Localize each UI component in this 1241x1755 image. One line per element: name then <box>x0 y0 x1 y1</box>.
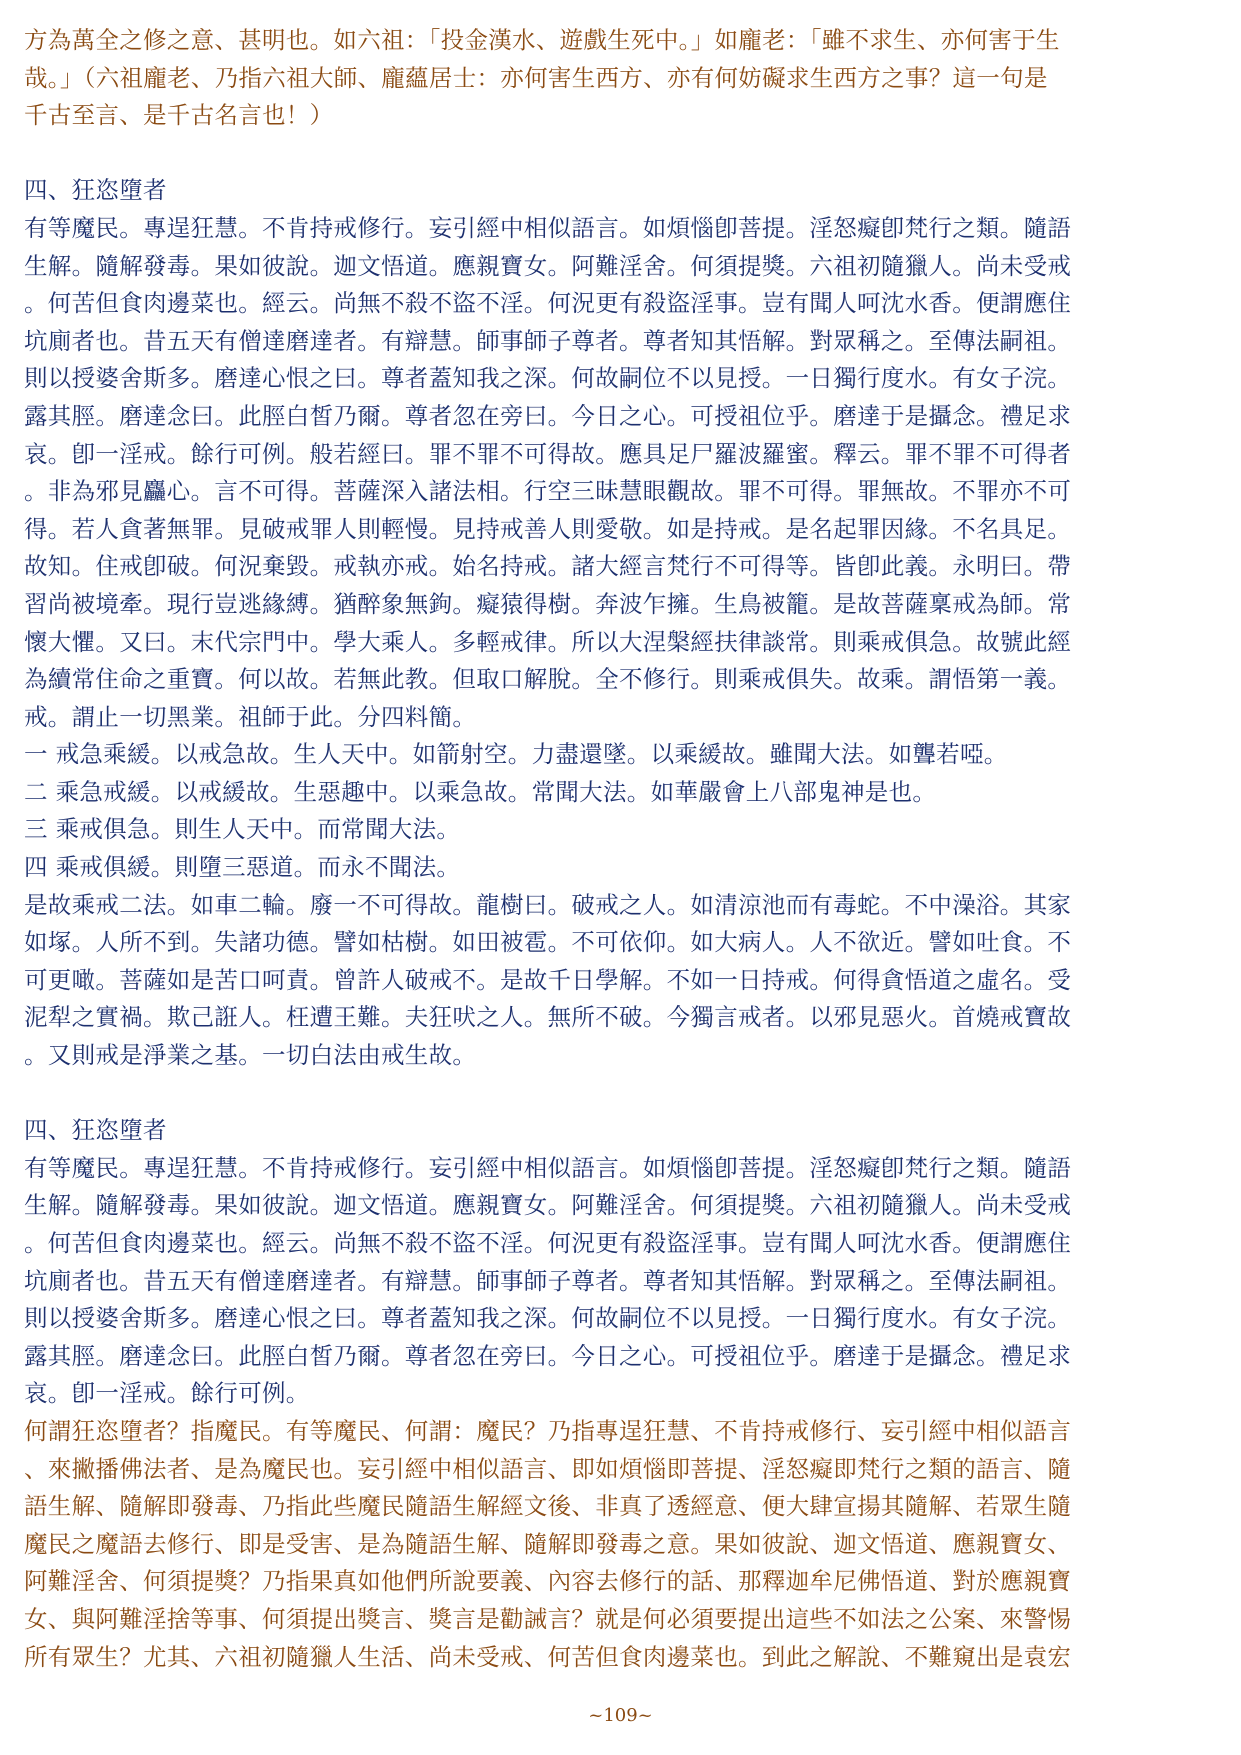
document-page <box>24 22 1219 1676</box>
spacer <box>24 1075 1219 1113</box>
section-2 <box>24 1112 1219 1676</box>
four-cases-list <box>24 736 1219 886</box>
text-line: 語生解、隨解即發毒、乃指此些魔民隨語生解經文後、非真了透經意、便大肆宣揚其隨解、若眾生隨 <box>24 1492 1072 1521</box>
text-line: 故知。住戒卽破。何況棄毀。戒執亦戒。始名持戒。諸大經言梵行不可得等。皆卽此義。永明曰。帶 <box>24 552 1072 581</box>
section-body <box>24 1150 1219 1413</box>
spacer <box>24 135 1219 173</box>
text-line: 則以授婆舍斯多。磨達心恨之曰。尊者蓋知我之深。何故嗣位不以見授。一日獨行度水。有女子浣。 <box>24 1304 1072 1333</box>
text-line: 露其脛。磨達念曰。此脛白皙乃爾。尊者忽在旁曰。今日之心。可授祖位乎。磨達于是攝念。禮足求 <box>24 401 1072 430</box>
text-line: 。何苦但食肉邊菜也。經云。尚無不殺不盜不淫。何況更有殺盜淫事。豈有聞人呵沈水香。便謂應住 <box>24 1229 1072 1257</box>
text-line: 露其脛。磨達念曰。此脛白皙乃爾。尊者忽在旁曰。今日之心。可授祖位乎。磨達于是攝念。禮足求 <box>24 1341 1072 1370</box>
text-line: 如塚。人所不到。失諸功德。譬如枯樹。如田被雹。不可依仰。如大病人。人不欲近。譬如吐食。不 <box>24 928 1072 957</box>
text-line: 哀。卽一淫戒。餘行可例。般若經曰。罪不罪不可得故。應具足尸羅波羅蜜。釋云。罪不罪不可得者 <box>24 439 1072 468</box>
text-line: 、來撇播佛法者、是為魔民也。妄引經中相似語言、即如煩惱即菩提、淫怒癡即梵行之類的語言、隨 <box>24 1454 1072 1483</box>
text-line: 女、與阿難淫捨等事、何須提出獎言、獎言是勸誡言？就是何必須要提出這些不如法之公案、來警惕 <box>24 1604 1072 1633</box>
list-item: 二 乘急戒緩。以戒緩故。生惡趣中。以乘急故。常聞大法。如華嚴會上八部鬼神是也。 <box>24 777 937 806</box>
text-line: 為續常住命之重寶。何以故。若無此教。但取口解脫。全不修行。則乘戒俱失。故乘。謂悟第一義。 <box>24 665 1072 694</box>
list-item: 三 乘戒俱急。則生人天中。而常聞大法。 <box>24 815 461 844</box>
text-line: 得。若人貪著無罪。見破戒罪人則輕慢。見持戒善人則愛敬。如是持戒。是名起罪因緣。不名具足。 <box>24 514 1072 543</box>
section-closing <box>24 887 1219 1075</box>
section-1 <box>24 172 1219 1074</box>
text-line: 。又則戒是淨業之基。一切白法由戒生故。 <box>24 1041 477 1070</box>
section-heading: 四、狂恣墮者 <box>24 1116 167 1145</box>
text-line: 所有眾生？尤其、六祖初隨獵人生活、尚未受戒、何苦但食肉邊菜也。到此之解說、不難窺出是袁宏 <box>24 1642 1072 1671</box>
section-heading: 四、狂恣墮者 <box>24 176 167 205</box>
text-line: 哀。卽一淫戒。餘行可例。 <box>24 1379 310 1408</box>
text-line: 戒。謂止一切黑業。祖師于此。分四料簡。 <box>24 702 477 731</box>
text-line: 坑廁者也。昔五天有僧達磨達者。有辯慧。師事師子尊者。尊者知其悟解。對眾稱之。至傳法嗣祖。 <box>24 326 1072 355</box>
text-line: 生解。隨解發毒。果如彼說。迦文悟道。應親寶女。阿難淫舍。何須提獎。六祖初隨獵人。尚未受戒 <box>24 1191 1072 1220</box>
text-line: 有等魔民。專逞狂慧。不肯持戒修行。妄引經中相似語言。如煩惱卽菩提。淫怒癡卽梵行之類。隨語 <box>24 213 1072 242</box>
text-line: 是故乘戒二法。如車二輪。廢一不可得故。龍樹曰。破戒之人。如清涼池而有毒蛇。不中澡浴。其家 <box>24 890 1072 919</box>
list-item: 四 乘戒俱緩。則墮三惡道。而永不聞法。 <box>24 853 461 882</box>
page-number: ~109~ <box>588 1705 653 1726</box>
text-line: 何謂狂恣墮者？指魔民。有等魔民、何謂：魔民？乃指專逞狂慧、不肯持戒修行、妄引經中相似語言 <box>24 1416 1072 1445</box>
section-commentary <box>24 1413 1219 1676</box>
text-line: 生解。隨解發毒。果如彼說。迦文悟道。應親寶女。阿難淫舍。何須提獎。六祖初隨獵人。尚未受戒 <box>24 251 1072 280</box>
text-line: 哉。」（六祖龐老、乃指六祖大師、龐蘊居士：亦何害生西方、亦有何妨礙求生西方之事？這一句是 <box>24 63 1048 92</box>
text-line: 魔民之魔語去修行、即是受害、是為隨語生解、隨解即發毒之意。果如彼說、迦文悟道、應親寶女、 <box>24 1529 1072 1558</box>
text-line: 有等魔民。專逞狂慧。不肯持戒修行。妄引經中相似語言。如煩惱卽菩提。淫怒癡卽梵行之類。隨語 <box>24 1153 1072 1182</box>
text-line: 方為萬全之修之意、甚明也。如六祖：「投金漢水、遊戲生死中。」如龐老：「雖不求生、亦何害于生 <box>24 26 1060 54</box>
text-line: 坑廁者也。昔五天有僧達磨達者。有辯慧。師事師子尊者。尊者知其悟解。對眾稱之。至傳法嗣祖。 <box>24 1266 1072 1295</box>
text-line: 泥犁之實禍。欺己誑人。枉遭王難。夫狂吠之人。無所不破。今獨言戒者。以邪見惡火。首燒戒寶故 <box>24 1003 1072 1032</box>
section-body <box>24 210 1219 736</box>
text-line: 則以授婆舍斯多。磨達心恨之曰。尊者蓋知我之深。何故嗣位不以見授。一日獨行度水。有女子浣。 <box>24 364 1072 393</box>
text-line: 千古至言、是千古名言也！） <box>24 101 334 130</box>
text-line: 阿難淫舍、何須提獎？乃指果真如他們所說要義、內容去修行的話、那釋迦牟尼佛悟道、對於應親寶 <box>24 1567 1072 1596</box>
text-line: 可更噉。菩薩如是苦口呵責。曾許人破戒不。是故千日學解。不如一日持戒。何得貪悟道之虛名。受 <box>24 965 1072 994</box>
text-line: 。何苦但食肉邊菜也。經云。尚無不殺不盜不淫。何況更有殺盜淫事。豈有聞人呵沈水香。便謂應住 <box>24 289 1072 318</box>
text-line: 習尚被境牽。現行豈逃緣縛。猶醉象無鉤。癡猿得樹。奔波乍擁。生鳥被籠。是故菩薩稟戒為師。常 <box>24 589 1072 618</box>
text-line: 懷大懼。又曰。末代宗門中。學大乘人。多輕戒律。所以大涅槃經扶律談常。則乘戒俱急。故號此經 <box>24 627 1072 656</box>
text-line: 。非為邪見麤心。言不可得。菩薩深入諸法相。行空三昧慧眼觀故。罪不可得。罪無故。不罪亦不可 <box>24 477 1072 506</box>
list-item: 一 戒急乘緩。以戒急故。生人天中。如箭射空。力盡還墜。以乘緩故。雖聞大法。如聾若啞。 <box>24 740 1008 769</box>
intro-commentary <box>24 22 1219 135</box>
